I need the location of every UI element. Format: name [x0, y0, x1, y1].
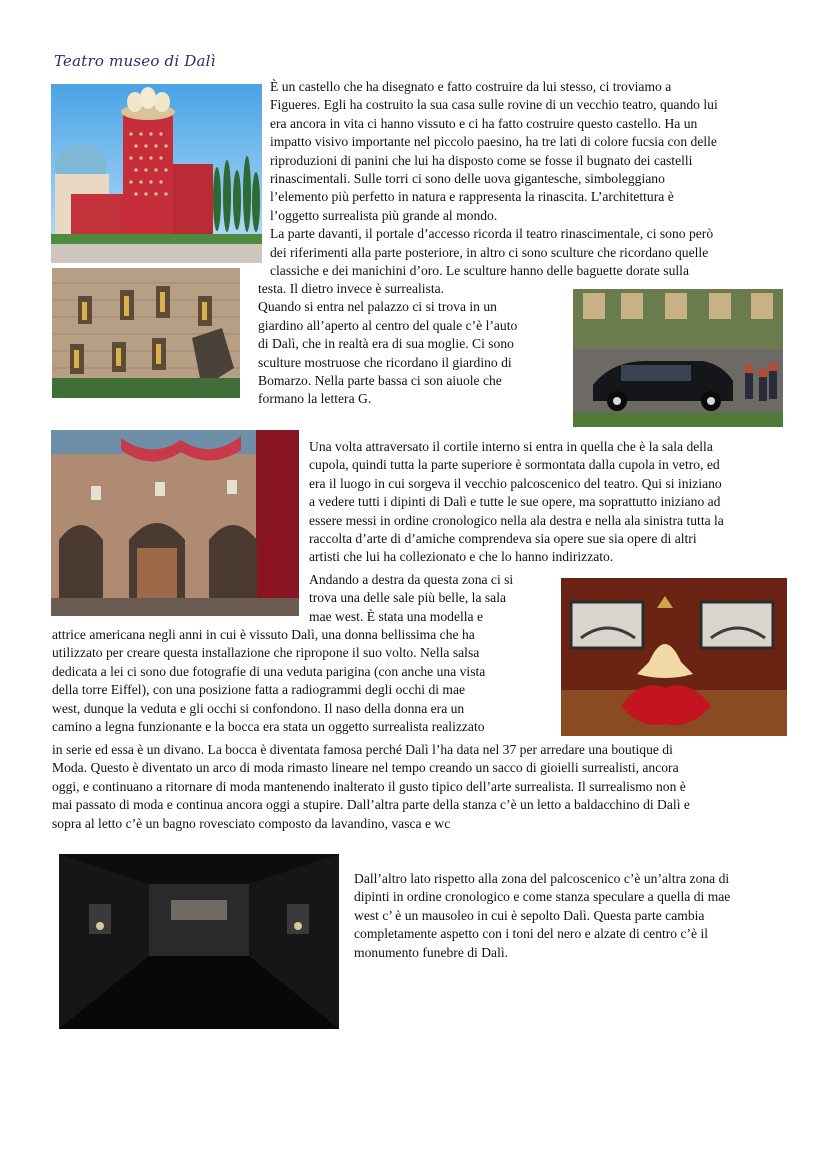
mae-west-middle-paragraph [52, 626, 485, 736]
text-line: giardino all’aperto al centro del quale c’è l’auto [258, 317, 518, 333]
cupola-hall-photo [51, 430, 299, 616]
text-line: raccolta d’arte di d’amiche comprendeva sia opere sue sia opere di altri [309, 531, 697, 547]
text-line: testa. Il dietro invece è surrealista. [258, 281, 445, 296]
text-line: Andando a destra da questa zona ci si [309, 572, 514, 587]
text-line: a vedere tutti i dipinti di Dalì e tutte le sue opere, ma soprattutto iniziano ad [309, 494, 721, 510]
text-line: Moda. Questo è diventato un arco di moda rimasto lineare nel tempo creando un sacco di gioielli surrealisti, ancora [52, 760, 679, 776]
text-line: l’oggetto surrealista più grande al mondo. [270, 207, 498, 223]
text-line: della torre Eiffel), con una posizione fatta a radiogrammi degli occhi di mae [52, 682, 466, 698]
text-line: di Dalì, che in realtà era di sua moglie. Ci sono [258, 336, 514, 352]
intro-paragraph [270, 78, 718, 280]
text-line: mae west. È stata una modella e [309, 608, 484, 624]
garden-paragraph [258, 280, 517, 409]
text-line: dipinti in ordine cronologico e come stanza speculare a quella di mae [354, 889, 731, 905]
mae-west-room-photo [561, 578, 787, 736]
text-line: impatto visivo importante nel piccolo paesino, ha tre lati di colore fucsia con delle [270, 134, 717, 150]
text-line: È un castello che ha disegnato e fatto costruire da lui stesso, ci troviamo a [270, 79, 672, 94]
text-line: Una volta attraversato il cortile interno si entra in quella che è la sala della [309, 439, 713, 454]
text-line: cupola, quindi tutta la parte superiore è sormontata dalla cupola in vetro, ed [309, 457, 720, 473]
text-line: sopra al letto c’è un bagno rovesciato composto da lavandino, vasca e wc [52, 815, 451, 831]
text-line: era ancora in vita ci hanno vissuto e ci ha fatto costruire questo castello. Ha un [270, 115, 698, 131]
text-line: La parte davanti, il portale d’accesso ricorda il teatro rinascimentale, ci sono però [270, 226, 714, 242]
text-line: formano la lettera G. [258, 391, 372, 407]
mausoleum-paragraph [354, 870, 730, 962]
courtyard-car-photo [573, 289, 783, 427]
text-line: l’elemento più perfetto in natura e rappresenta la rinascita. L’architettura è [270, 189, 674, 205]
text-line: utilizzato per creare questa installazione che ripropone il suo volto. Nella salsa [52, 645, 480, 661]
text-line: dedicata a lei ci sono due fotografie di una veduta parigina (con anche una vista [52, 663, 486, 679]
text-line: in serie ed essa è un divano. La bocca è diventata famosa perché Dalì l’ha data nel 37 per arredare una boutique di [52, 742, 673, 757]
text-line: Dall’altro lato rispetto alla zona del palcoscenico c’è un’altra zona di [354, 871, 730, 886]
text-line: monumento funebre di Dalì. [354, 944, 509, 960]
mausoleum-photo [59, 854, 339, 1029]
castle-photo [51, 84, 262, 263]
text-line: era il luogo in cui sorgeva il vecchio palcoscenico del teatro. Qui si iniziano [309, 475, 722, 491]
text-line: camino a legna funzionante e la bocca era stata un oggetto surrealista realizzato [52, 719, 485, 735]
text-line: Quando si entra nel palazzo ci si trova in un [258, 299, 497, 315]
text-line: west c’ è un mausoleo in cui è sepolto Dalì. Questa parte cambia [354, 907, 705, 923]
text-line: rinascimentali. Sulle torri ci sono delle uova gigantesche, simboleggiano [270, 171, 665, 187]
text-line: trova una delle sale più belle, la sala [309, 590, 507, 606]
text-line: completamente aspetto con i toni del nero e alzate di centro c’è il [354, 926, 709, 942]
cupola-paragraph [309, 438, 724, 567]
text-line: riproduzioni di panini che lui ha disposto come se fosse il bugnato dei castelli [270, 152, 693, 168]
mae-west-full-paragraph [52, 741, 690, 833]
text-line: Bomarzo. Nella parte bassa ci son aiuole che [258, 373, 502, 389]
text-line: attrice americana negli anni in cui è vissuto Dalì, una donna bellissima che ha [52, 627, 475, 642]
mae-west-intro-paragraph [309, 571, 513, 626]
text-line: dei riferimenti alla parte posteriore, in altro ci sono sculture che ricordano quelle [270, 244, 709, 260]
page-title: Teatro museo di Dalì [54, 52, 216, 70]
text-line: oggi, e continuano a ritornare di moda mantenendo inalterato il gusto tipico dell’arte surrealista. Il surrealismo non è [52, 778, 686, 794]
text-line: Figueres. Egli ha costruito la sua casa sulle rovine di un vecchio teatro, quando lui [270, 97, 718, 113]
text-line: essere messi in ordine cronologico nella ala destra e nella ala sinistra tutta la [309, 512, 724, 528]
text-line: west, dunque la veduta e gli occhi si confondono. Il naso della donna era un [52, 700, 465, 716]
text-line: artisti che lui ha collezionato e che lo hanno indirizzato. [309, 549, 614, 565]
text-line: classiche e dei manichini d’oro. Le sculture hanno delle baguette dorate sulla [270, 263, 689, 279]
wall-statues-photo [52, 268, 240, 398]
text-line: sculture mostruose che ricordano il giardino di [258, 354, 512, 370]
text-line: mai passato di moda e continua ancora oggi a stupire. Dall’altra parte della stanza c’è un letto a baldacchino di Dalì e [52, 797, 690, 813]
